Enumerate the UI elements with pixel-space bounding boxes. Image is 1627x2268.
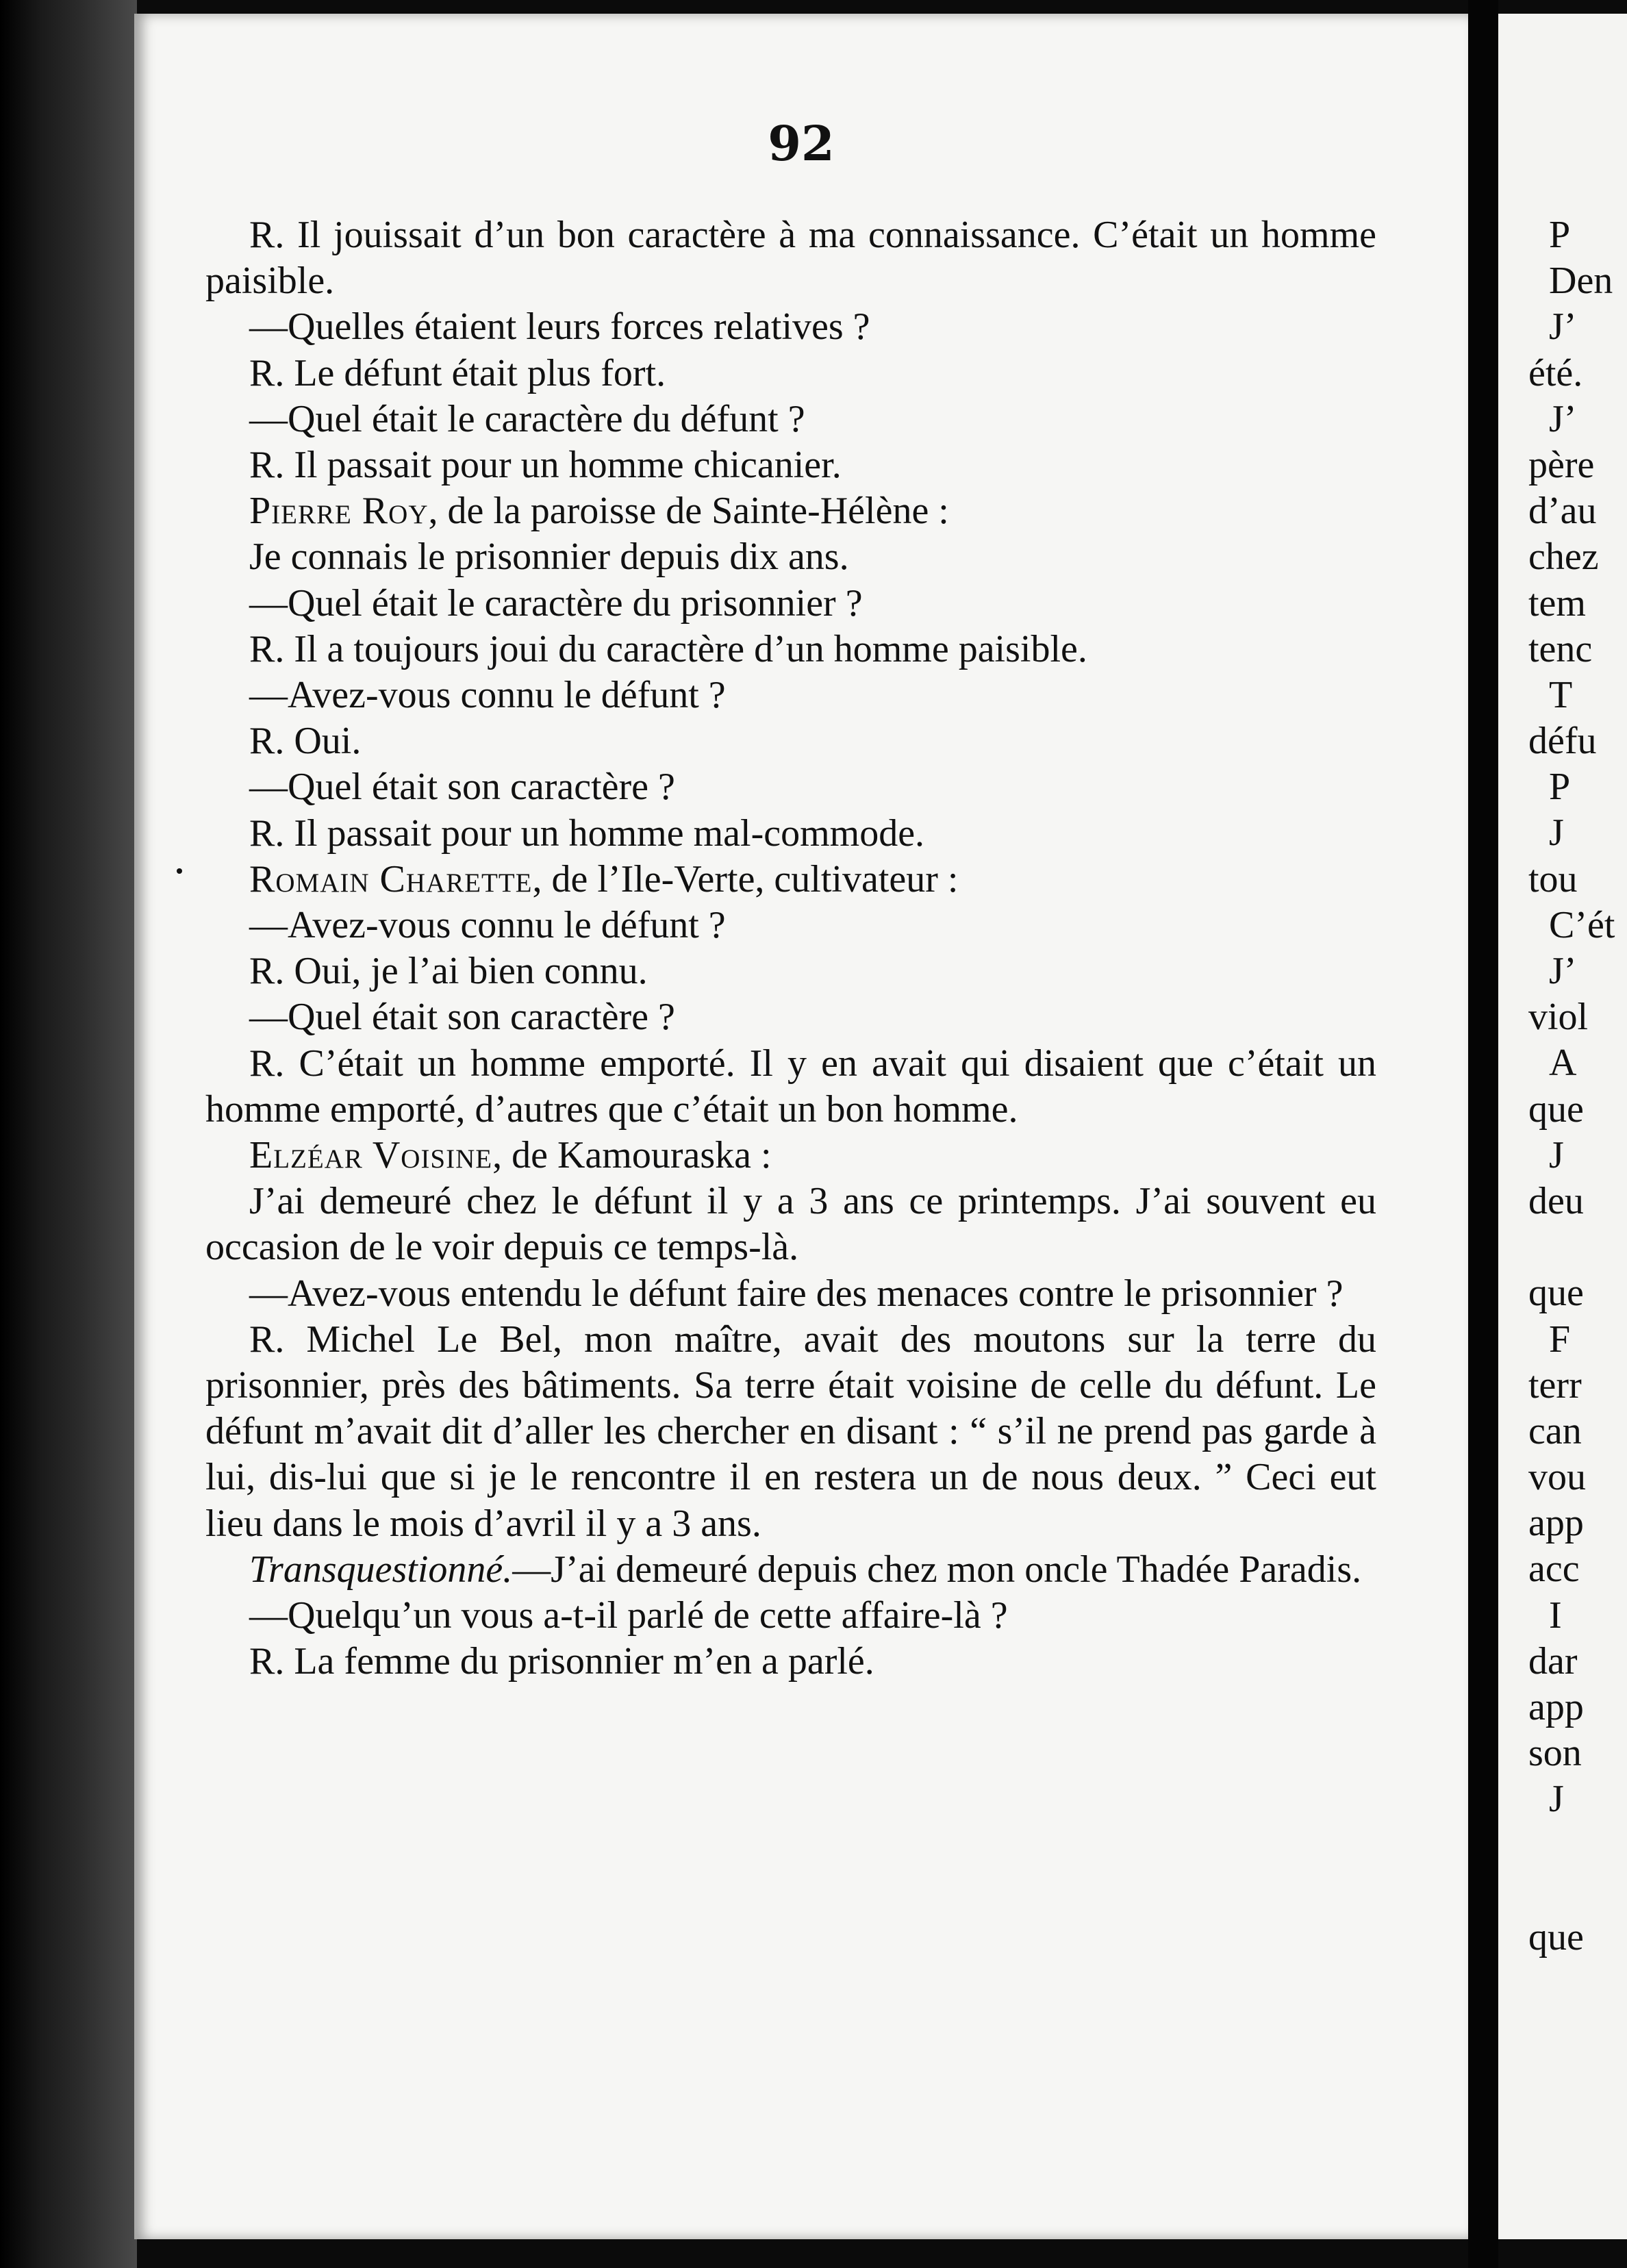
paragraph: [205, 903, 1376, 948]
right-page-fragment: A: [1549, 1042, 1577, 1085]
right-page-fragment: J: [1549, 811, 1564, 855]
right-page-fragment: F: [1549, 1318, 1571, 1361]
paragraph: [205, 442, 1376, 488]
paragraph-text: —Quel était son caractère ?: [249, 766, 675, 809]
paragraph-text: R. C’était un homme emporté. Il y en avait qui disaient que c’était un homme emporté, d’autres que c’était un bon homme.: [205, 1042, 1376, 1131]
right-page-fragment: can: [1528, 1409, 1582, 1452]
right-page-fragment: I: [1549, 1593, 1562, 1637]
right-page-fragment: terr: [1528, 1363, 1582, 1407]
right-page-fragment: J’: [1549, 397, 1577, 440]
paragraph: [205, 488, 1376, 534]
paragraph-text: —Avez-vous entendu le défunt faire des menaces contre le prisonnier ?: [249, 1272, 1344, 1315]
paragraph: [205, 1547, 1376, 1593]
paragraph-text: —Quelles étaient leurs forces relatives ?: [249, 305, 870, 349]
paragraph-text: R. Oui.: [249, 720, 362, 763]
paragraph: [205, 304, 1376, 350]
paragraph: [205, 857, 1376, 903]
paragraph: [205, 1133, 1376, 1179]
right-page-fragment: J: [1549, 1778, 1564, 1821]
paragraph-text: —Avez-vous connu le défunt ?: [249, 674, 726, 717]
paragraph: [205, 1271, 1376, 1317]
paragraph-text: —Quel était le caractère du défunt ?: [249, 397, 805, 440]
paragraph: [205, 212, 1376, 304]
paragraph-text: , de l’Ile-Verte, cultivateur :: [532, 857, 959, 900]
right-page-fragment: C’ét: [1549, 903, 1615, 946]
paragraph: [205, 672, 1376, 718]
right-page-fragment: viol: [1528, 996, 1589, 1039]
right-page-fragment: tou: [1528, 857, 1578, 900]
right-page-fragment: tenc: [1528, 627, 1593, 670]
paragraph: [205, 1179, 1376, 1270]
right-page-fragment: que: [1528, 1272, 1584, 1315]
right-page-fragment: J’: [1549, 305, 1577, 349]
speaker-name: Elzéar Voisine: [249, 1134, 493, 1177]
paragraph-text: J’ai demeuré chez le défunt il y a 3 ans ce printemps. J’ai souvent eu occasion de le voir depuis ce temps-là.: [205, 1180, 1376, 1269]
right-page-fragment: P: [1549, 766, 1571, 809]
right-page-fragment: T: [1549, 673, 1573, 716]
paragraph-text: R. Oui, je l’ai bien connu.: [249, 950, 648, 993]
paragraph: [205, 718, 1376, 764]
right-page-fragment: app: [1528, 1686, 1584, 1728]
paragraph-text: Je connais le prisonnier depuis dix ans.: [249, 536, 849, 579]
right-page-fragment: défu: [1528, 720, 1597, 763]
paragraph-text: R. Il jouissait d’un bon caractère à ma connaissance. C’était un homme paisible.: [205, 214, 1376, 303]
right-page-fragment: app: [1528, 1502, 1584, 1545]
paragraph-text: R. Michel Le Bel, mon maître, avait des moutons sur la terre du prisonnier, près des bâtiments. Sa terre était voisine de celle du défunt. Le défunt m’avait dit d’aller les chercher en disant : “ s’il ne prend pas garde à lui, dis-lui que si je le rencontre il en restera un de nous deux. ” Ceci eut lieu dans le mois d’avril il y a 3 ans.: [205, 1318, 1376, 1545]
right-page-fragment: P: [1549, 214, 1571, 256]
right-page-fragment: J’: [1549, 950, 1577, 992]
paragraph: [205, 627, 1376, 672]
paragraph: [205, 581, 1376, 627]
paragraph: [205, 994, 1376, 1040]
paragraph-text: , de la paroisse de Sainte-Hélène :: [428, 490, 949, 533]
paragraph-text: R. Il passait pour un homme mal-commode.: [249, 811, 925, 855]
paragraph: [205, 351, 1376, 396]
page-number: 92: [768, 115, 835, 172]
right-page-fragment: que: [1528, 1087, 1584, 1131]
right-page-fragment: [1549, 1823, 1627, 1869]
right-page-fragment: acc: [1528, 1548, 1580, 1591]
paragraph-text: —Quel était le caractère du prisonnier ?: [249, 581, 863, 625]
book-spine-shadow: [0, 0, 137, 2268]
paragraph-text: —J’ai demeuré depuis chez mon oncle Thadée Paradis.: [512, 1548, 1362, 1591]
paragraph-text: , de Kamouraska :: [492, 1134, 772, 1177]
page-body-text: [205, 212, 1376, 1685]
paragraph: [205, 534, 1376, 580]
paragraph-text: —Avez-vous connu le défunt ?: [249, 904, 726, 947]
right-page-fragment: père: [1528, 443, 1595, 486]
paragraph-text: —Quelqu’un vous a-t-il parlé de cette affaire-là ?: [249, 1594, 1008, 1637]
paragraph-text: R. Le défunt était plus fort.: [249, 351, 666, 394]
right-page-fragment: que: [1528, 1915, 1584, 1958]
paragraph: [205, 764, 1376, 810]
paragraph-text: R. Il passait pour un homme chicanier.: [249, 444, 842, 487]
right-page-fragment: été.: [1528, 351, 1583, 394]
right-page-fragment: son: [1528, 1732, 1582, 1775]
speaker-name: Pierre Roy: [249, 490, 429, 533]
italic-term: Transquestionné.: [249, 1548, 513, 1591]
right-page-fragment: J: [1549, 1133, 1564, 1176]
paragraph-text: R. La femme du prisonnier m’en a parlé.: [249, 1640, 874, 1683]
right-page-fragment: dar: [1528, 1639, 1578, 1683]
right-page-fragment: Den: [1549, 260, 1613, 303]
paragraph: [205, 811, 1376, 857]
right-page-fragment: [1549, 1869, 1627, 1915]
ink-speck: [177, 868, 182, 874]
book-gutter: [1468, 0, 1498, 2268]
right-page-fragment: d’au: [1528, 490, 1597, 533]
right-page-fragment: deu: [1528, 1179, 1584, 1222]
paragraph: [205, 1041, 1376, 1133]
right-page-fragment: chez: [1528, 536, 1599, 579]
right-page-fragment: [1549, 1224, 1627, 1270]
paragraph: [205, 1639, 1376, 1685]
speaker-name: Romain Charette: [249, 857, 533, 900]
paragraph: [205, 1593, 1376, 1639]
paragraph-text: R. Il a toujours joui du caractère d’un homme paisible.: [249, 627, 1087, 670]
right-page-fragment: vou: [1528, 1456, 1586, 1499]
paragraph: [205, 1317, 1376, 1547]
right-page-fragment: tem: [1528, 581, 1586, 625]
right-page-fragments: [1528, 212, 1627, 1961]
paragraph: [205, 396, 1376, 442]
paragraph-text: —Quel était son caractère ?: [249, 996, 675, 1039]
paragraph: [205, 948, 1376, 994]
